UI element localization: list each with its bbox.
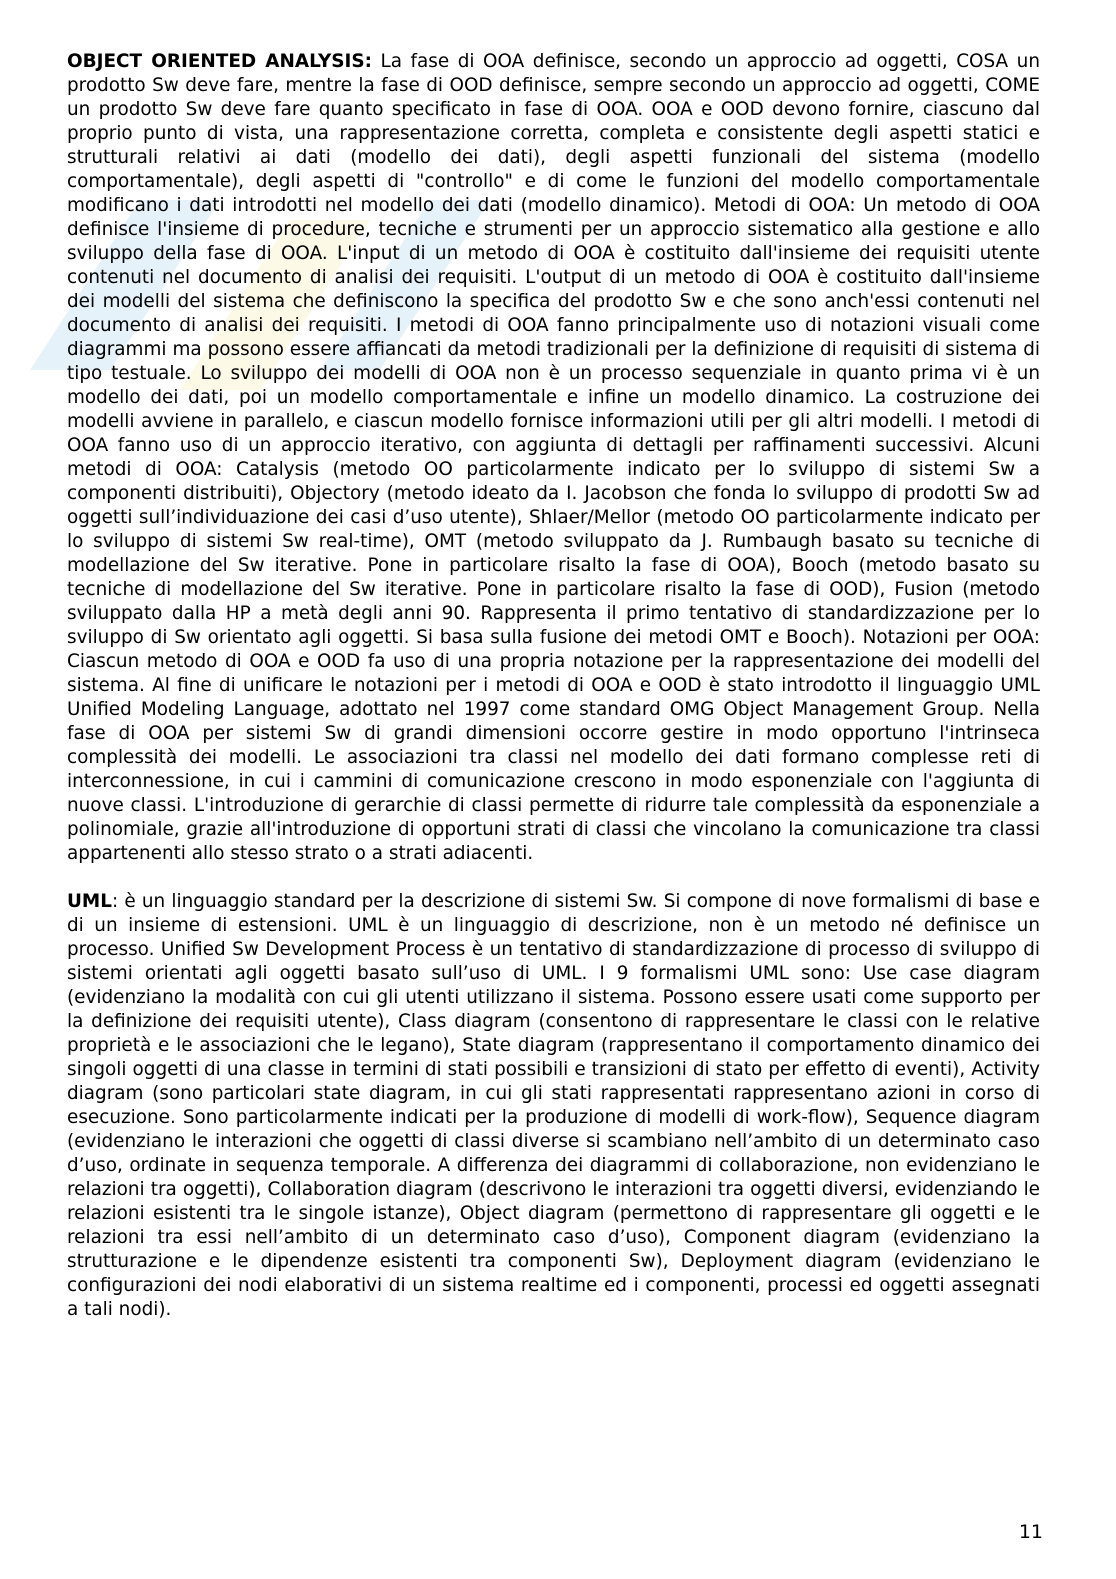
uml-paragraph xyxy=(67,890,1040,1322)
document-body xyxy=(67,50,1040,1346)
uml-text: : è un linguaggio standard per la descrizione di sistemi Sw. Si compone di nove formalismi di base e di un insieme di estensioni. UML è un linguaggio di descrizione, non è un metodo né definisce un processo. Unified Sw Development Process è un tentativo di standardizzazione di processo di sviluppo di sistemi orientati agli oggetti basato sull’uso di UML. I 9 formalismi UML sono: Use case diagram (evidenziano la modalità con cui gli utenti utilizzano il sistema. Possono essere usati come supporto per la definizione dei requisiti utente), Class diagram (consentono di rappresentare le classi con le relative proprietà e le associazioni che le legano), State diagram (rappresentano il comportamento dinamico dei singoli oggetti di una classe in termini di stati possibili e transizioni di stato per effetto di eventi), Activity diagram (sono particolari state diagram, in cui gli stati rappresentati rappresentano azioni in corso di esecuzione. Sono particolarmente indicati per la produzione di modelli di work-flow), Sequence diagram (evidenziano le interazioni che oggetti di classi diverse si scambiano nell’ambito di un determinato caso d’uso, ordinate in sequenza temporale. A differenza dei diagrammi di collaborazione, non evidenziano le relazioni tra oggetti), Collaboration diagram (descrivono le interazioni tra oggetti diversi, evidenziando le relazioni esistenti tra le singole istanze), Object diagram (permettono di rappresentare gli oggetti e le relazioni tra essi nell’ambito di un determinato caso d’uso), Component diagram (evidenziano la strutturazione e le dipendenze esistenti tra componenti Sw), Deployment diagram (evidenziano le configurazioni dei nodi elaborativi di un sistema realtime ed i componenti, processi ed oggetti assegnati a tali nodi). xyxy=(67,891,1040,1320)
ooa-paragraph xyxy=(67,50,1040,866)
ooa-heading: OBJECT ORIENTED ANALYSIS: xyxy=(67,51,372,72)
uml-heading: UML xyxy=(67,891,112,912)
ooa-text: La fase di OOA definisce, secondo un approccio ad oggetti, COSA un prodotto Sw deve fare, mentre la fase di OOD definisce, sempre secondo un approccio ad oggetti, COME un prodotto Sw deve fare quanto specificato in fase di OOA. OOA e OOD devono fornire, ciascuno dal proprio punto di vista, una rappresentazione corretta, completa e consistente degli aspetti statici e strutturali relativi ai dati (modello dei dati), degli aspetti funzionali del sistema (modello comportamentale), degli aspetti di "controllo" e di come le funzioni del modello comportamentale modificano i dati introdotti nel modello dei dati (modello dinamico). Metodi di OOA: Un metodo di OOA definisce l'insieme di procedure, tecniche e strumenti per un approccio sistematico alla gestione e allo sviluppo della fase di OOA. L'input di un metodo di OOA è costituito dall'insieme dei requisiti utente contenuti nel documento di analisi dei requisiti. L'output di un metodo di OOA è costituito dall'insieme dei modelli del sistema che definiscono la specifica del prodotto Sw e che sono anch'essi contenuti nel documento di analisi dei requisiti. I metodi di OOA fanno principalmente uso di notazioni visuali come diagrammi ma possono essere affiancati da metodi tradizionali per la definizione di requisiti di sistema di tipo testuale. Lo sviluppo dei modelli di OOA non è un processo sequenziale in quanto prima vi è un modello dei dati, poi un modello comportamentale e infine un modello dinamico. La costruzione dei modelli avviene in parallelo, e ciascun modello fornisce informazioni utili per gli altri modelli. I metodi di OOA fanno uso di un approccio iterativo, con aggiunta di dettagli per raffinamenti successivi. Alcuni metodi di OOA: Catalysis (metodo OO particolarmente indicato per lo sviluppo di sistemi Sw a componenti distribuiti), Objectory (metodo ideato da I. Jacobson che fonda lo sviluppo di prodotti Sw ad oggetti sull’individuazione dei casi d’uso utente), Shlaer/Mellor (metodo OO particolarmente indicato per lo sviluppo di sistemi Sw real-time), OMT (metodo sviluppato da J. Rumbaugh basato su tecniche di modellazione del Sw iterative. Pone in particolare risalto la fase di OOA), Booch (metodo basato su tecniche di modellazione del Sw iterative. Pone in particolare risalto la fase di OOD), Fusion (metodo sviluppato dalla HP a metà degli anni 90. Rappresenta il primo tentativo di standardizzazione per lo sviluppo di Sw orientato agli oggetti. Si basa sulla fusione dei metodi OMT e Booch). Notazioni per OOA: Ciascun metodo di OOA e OOD fa uso di una propria notazione per la rappresentazione dei modelli del sistema. Al fine di unificare le notazioni per i metodi di OOA e OOD è stato introdotto il linguaggio UML Unified Modeling Language, adottato nel 1997 come standard OMG Object Management Group. Nella fase di OOA per sistemi Sw di grandi dimensioni occorre gestire in modo opportuno l'intrinseca complessità dei modelli. Le associazioni tra classi nel modello dei dati formano complesse reti di interconnessione, in cui i cammini di comunicazione crescono in modo esponenziale con l'aggiunta di nuove classi. L'introduzione di gerarchie di classi permette di ridurre tale complessità da esponenziale a polinomiale, grazie all'introduzione di opportuni strati di classi che vincolano la comunicazione tra classi appartenenti allo stesso strato o a strati adiacenti. xyxy=(67,51,1040,864)
page-number: 11 xyxy=(1018,1521,1043,1543)
